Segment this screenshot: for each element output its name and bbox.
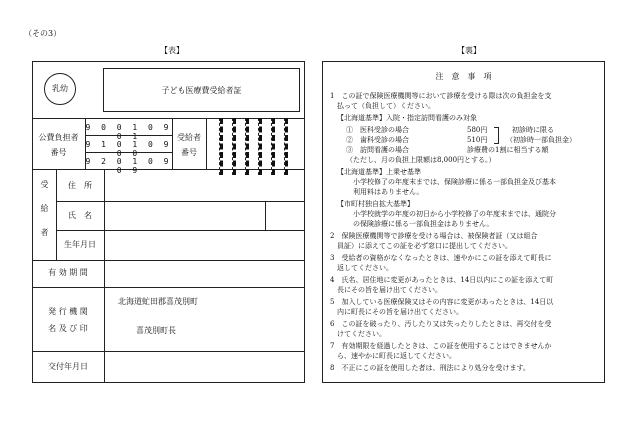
payer-number: 9 0 0 1 0 9 0 1	[85, 123, 172, 141]
payer-label: 公費負担者	[38, 133, 79, 142]
issue-date-label: 交付年月日	[48, 362, 88, 371]
grid-line	[104, 351, 105, 383]
bracket	[494, 127, 499, 144]
issuer-label-2: 名 及 び 印	[48, 324, 88, 333]
grid-line	[258, 118, 262, 175]
notice-line: ① 医科受診の場合	[346, 126, 409, 134]
notice-line: 払って（負担して）ください。	[330, 102, 435, 110]
notice-line: 7 有効期限を経過したときは、この証を使用することはできませんか	[330, 342, 552, 350]
grid-line	[104, 169, 105, 260]
recipient-label-2: 番号	[181, 148, 197, 157]
grid-line	[56, 230, 305, 231]
grid-line	[172, 118, 173, 169]
note-first-visit: 初診時に限る	[512, 126, 554, 134]
amount-dental: 510円	[467, 136, 488, 144]
grid-line	[284, 118, 288, 175]
notice-line: 【北海道基準】上乗せ基準	[337, 168, 421, 176]
notice-line: 5 加入している医療保険又はその内容に変更があったときは、14日以	[330, 298, 554, 306]
grid-line	[232, 118, 236, 175]
notice-line: 長にその旨を届け出てください。	[330, 286, 442, 294]
grid-line	[32, 351, 305, 352]
payer-number: 9 2 0 1 0 9 0 9	[85, 157, 172, 175]
notice-line: 8 不正にこの証を使用した者は、刑法により処分を受けます。	[330, 364, 530, 372]
page-label: （その3）	[24, 29, 62, 38]
notice-line: 【北海道基準】入院・指定訪問看護のみ対象	[337, 114, 477, 122]
notice-line: ら、速やかに町長に返してください。	[330, 352, 456, 360]
notice-line: ② 歯科受診の場合	[346, 136, 409, 144]
notice-line: 6 この証を破ったり、汚したり又は失ったりしたときは、再交付を受	[330, 320, 552, 328]
notice-line: 小学校修了の年度末までは、保険診療に係る一部負担金及び基本	[346, 178, 556, 186]
issuer-label: 発 行 機 関	[48, 307, 88, 316]
notice-line: 1 この証で保険医療機関等において診療を受ける際は次の負担金を支	[330, 92, 552, 100]
grid-line	[104, 287, 105, 351]
recipient-side-label: 受給者	[40, 180, 49, 252]
grid-line	[265, 201, 266, 230]
seal-text: 乳幼	[52, 84, 68, 93]
payer-label-2: 番号	[50, 148, 67, 157]
issuer-head: 喜茂別町長	[136, 326, 176, 335]
notice-line: の保険診療に係る一部負担金はありません。	[346, 220, 494, 228]
notice-line: （ただし、月の負担上限額は8,000円とする。）	[346, 156, 496, 164]
front-header: 【表】	[160, 46, 184, 55]
recipient-label: 受給者	[177, 133, 201, 142]
notice-line: 【市町村独自拡大基準】	[337, 200, 414, 208]
notice-line: 利用料はありません。	[346, 188, 424, 196]
notice-line: 3 受給者の資格がなくなったときは、速やかにこの証を添えて町長に	[330, 254, 552, 262]
notice-line: 4 氏名、居住地に変更があったときは、14日以内にこの証を添えて町	[330, 276, 554, 284]
grid-line	[32, 260, 305, 261]
amount-medical: 580円	[467, 126, 488, 134]
notice-line: 2 保険医療機関等で診療を受ける場合は、被保険者証（又は組合	[330, 232, 538, 240]
name-label: 氏 名	[68, 211, 92, 220]
grid-line	[104, 260, 105, 287]
notice-line: けてください。	[330, 330, 386, 338]
notice-line: 小学校就学の年度の初日から小学校修了の年度末までは、通院分	[346, 210, 556, 218]
back-title: 注 意 事 項	[435, 72, 492, 81]
birth-label: 生年月日	[64, 240, 96, 249]
grid-line	[245, 118, 249, 175]
payer-number: 9 1 0 1 0 9 0 0	[85, 140, 172, 158]
back-header: 【裏】	[457, 46, 481, 55]
grid-line	[32, 287, 305, 288]
notice-line: 員証）に添えてこの証を必ず窓口に提出してください。	[330, 242, 512, 250]
grid-line	[219, 118, 223, 175]
card-title: 子ども医療費受給者証	[161, 86, 242, 95]
valid-label: 有 効 期 間	[48, 268, 88, 277]
issuer-address: 北海道虻田郡喜茂別町	[118, 297, 198, 306]
grid-line	[56, 201, 305, 202]
amount-nursing: 診療費の1割に相当する額	[467, 146, 549, 154]
grid-line	[271, 118, 275, 175]
address-label: 住 所	[68, 181, 92, 190]
grid-line	[206, 118, 207, 169]
grid-line	[32, 118, 305, 119]
notice-line: ③ 訪問看護の場合	[346, 146, 409, 154]
note-first-visit-charge: （初診時一部負担金）	[506, 136, 576, 144]
notice-line: 内に町長にその旨を届け出てください。	[330, 308, 463, 316]
notice-line: 返してください。	[330, 264, 393, 272]
